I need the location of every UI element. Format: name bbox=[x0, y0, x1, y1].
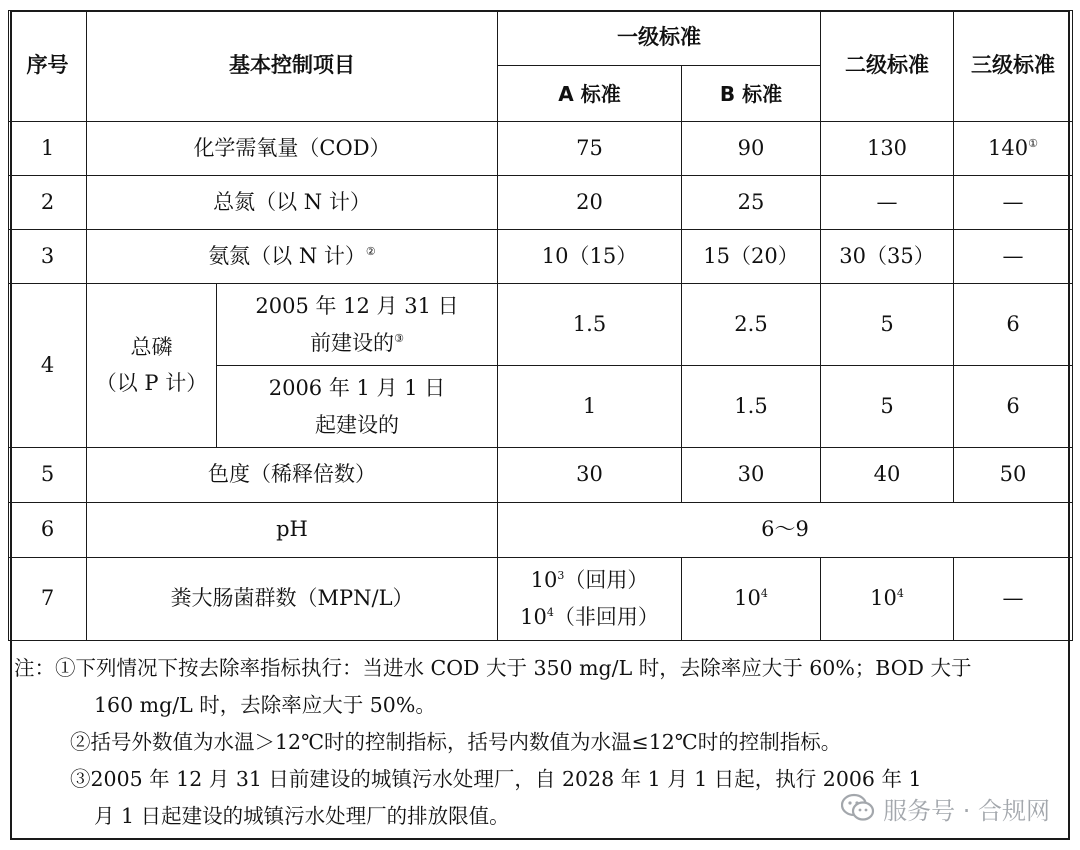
value-grade3: — bbox=[954, 558, 1073, 641]
value-grade2: 5 bbox=[821, 366, 954, 448]
value-b: 2.5 bbox=[682, 284, 821, 366]
footnote-mark: ① bbox=[1028, 136, 1038, 150]
value-grade3: 6 bbox=[954, 284, 1073, 366]
row-no: 4 bbox=[9, 284, 87, 448]
subitem-line: 起建设的 bbox=[315, 412, 399, 437]
value-grade2: 40 bbox=[821, 448, 954, 503]
row-item: 氨氮（以 N 计）② bbox=[87, 230, 498, 284]
row-no: 2 bbox=[9, 176, 87, 230]
note-line: 注：①下列情况下按去除率指标执行：当进水 COD 大于 350 mg/L 时，去除率应大于 60%；BOD 大于 bbox=[14, 656, 972, 680]
value-grade2: 130 bbox=[821, 122, 954, 176]
row-no: 6 bbox=[9, 503, 87, 558]
value-b: 25 bbox=[682, 176, 821, 230]
table-row bbox=[9, 503, 1073, 558]
row-item: 粪大肠菌群数（MPN/L） bbox=[87, 558, 498, 641]
value-a: 10（15） bbox=[498, 230, 682, 284]
note-line: 月 1 日起建设的城镇污水处理厂的排放限值。 bbox=[94, 804, 510, 828]
value-line: $10^4$（非回用） bbox=[520, 605, 659, 629]
value-grade2: 30（35） bbox=[821, 230, 954, 284]
header-grade3: 三级标准 bbox=[954, 11, 1073, 122]
value-line: $10^3$（回用） bbox=[530, 568, 649, 593]
value-grade2: — bbox=[821, 176, 954, 230]
header-grade1-a: A 标准 bbox=[498, 66, 682, 122]
value-a bbox=[498, 558, 682, 641]
value-a: 75 bbox=[498, 122, 682, 176]
value-b: 15（20） bbox=[682, 230, 821, 284]
value-b: $10^4$ bbox=[682, 558, 821, 641]
value-a: 20 bbox=[498, 176, 682, 230]
row-no: 5 bbox=[9, 448, 87, 503]
subitem-line: 2005 年 12 月 31 日 bbox=[255, 293, 459, 318]
row-item: pH bbox=[87, 503, 498, 558]
watermark bbox=[841, 790, 1050, 826]
row-no: 3 bbox=[9, 230, 87, 284]
note-line: ②括号外数值为水温＞12℃时的控制指标，括号内数值为水温≤12℃时的控制指标。 bbox=[70, 730, 842, 754]
table-row bbox=[9, 558, 1073, 641]
row-subitem bbox=[217, 366, 498, 448]
row-item-line: （以 P 计） bbox=[95, 370, 208, 395]
watermark-text: 服务号 · 合规网 bbox=[883, 796, 1050, 825]
header-grade1-b: B 标准 bbox=[682, 66, 821, 122]
note-line: ③2005 年 12 月 31 日前建设的城镇污水处理厂，自 2028 年 1 月 1 日起，执行 2006 年 1 bbox=[70, 767, 922, 791]
footnote-mark: ② bbox=[365, 244, 376, 258]
table-row bbox=[9, 284, 1073, 366]
value-grade2: $10^4$ bbox=[821, 558, 954, 641]
value-b: 30 bbox=[682, 448, 821, 503]
table-row bbox=[9, 176, 1073, 230]
row-subitem bbox=[217, 284, 498, 366]
value-a: 1.5 bbox=[498, 284, 682, 366]
row-item: 总氮（以 N 计） bbox=[87, 176, 498, 230]
table-row bbox=[9, 448, 1073, 503]
header-row bbox=[9, 11, 1073, 66]
header-grade1: 一级标准 bbox=[498, 11, 821, 66]
header-item: 基本控制项目 bbox=[87, 11, 498, 122]
value-grade3: 50 bbox=[954, 448, 1073, 503]
row-item: 色度（稀释倍数） bbox=[87, 448, 498, 503]
footnote-mark: ③ bbox=[394, 331, 404, 345]
row-no: 1 bbox=[9, 122, 87, 176]
header-seq: 序号 bbox=[9, 11, 87, 122]
row-item-line: 总磷 bbox=[130, 334, 173, 359]
table-row bbox=[9, 230, 1073, 284]
row-no: 7 bbox=[9, 558, 87, 641]
value-grade2: 5 bbox=[821, 284, 954, 366]
value-grade3: 6 bbox=[954, 366, 1073, 448]
header-grade2: 二级标准 bbox=[821, 11, 954, 122]
table-row bbox=[9, 122, 1073, 176]
value-b: 1.5 bbox=[682, 366, 821, 448]
value-a: 1 bbox=[498, 366, 682, 448]
value-merged: 6～9 bbox=[498, 503, 1073, 558]
value-grade3: — bbox=[954, 176, 1073, 230]
value-a: 30 bbox=[498, 448, 682, 503]
discharge-standard-table bbox=[8, 10, 1073, 641]
row-item bbox=[87, 284, 217, 448]
wechat-icon bbox=[841, 793, 875, 823]
value-b: 90 bbox=[682, 122, 821, 176]
subitem-line: 2006 年 1 月 1 日 bbox=[268, 375, 446, 400]
subitem-line: 前建设的③ bbox=[310, 330, 404, 355]
row-item: 化学需氧量（COD） bbox=[87, 122, 498, 176]
value-grade3: 140① bbox=[954, 122, 1073, 176]
note-line: 160 mg/L 时，去除率应大于 50%。 bbox=[94, 693, 436, 717]
value-grade3: — bbox=[954, 230, 1073, 284]
